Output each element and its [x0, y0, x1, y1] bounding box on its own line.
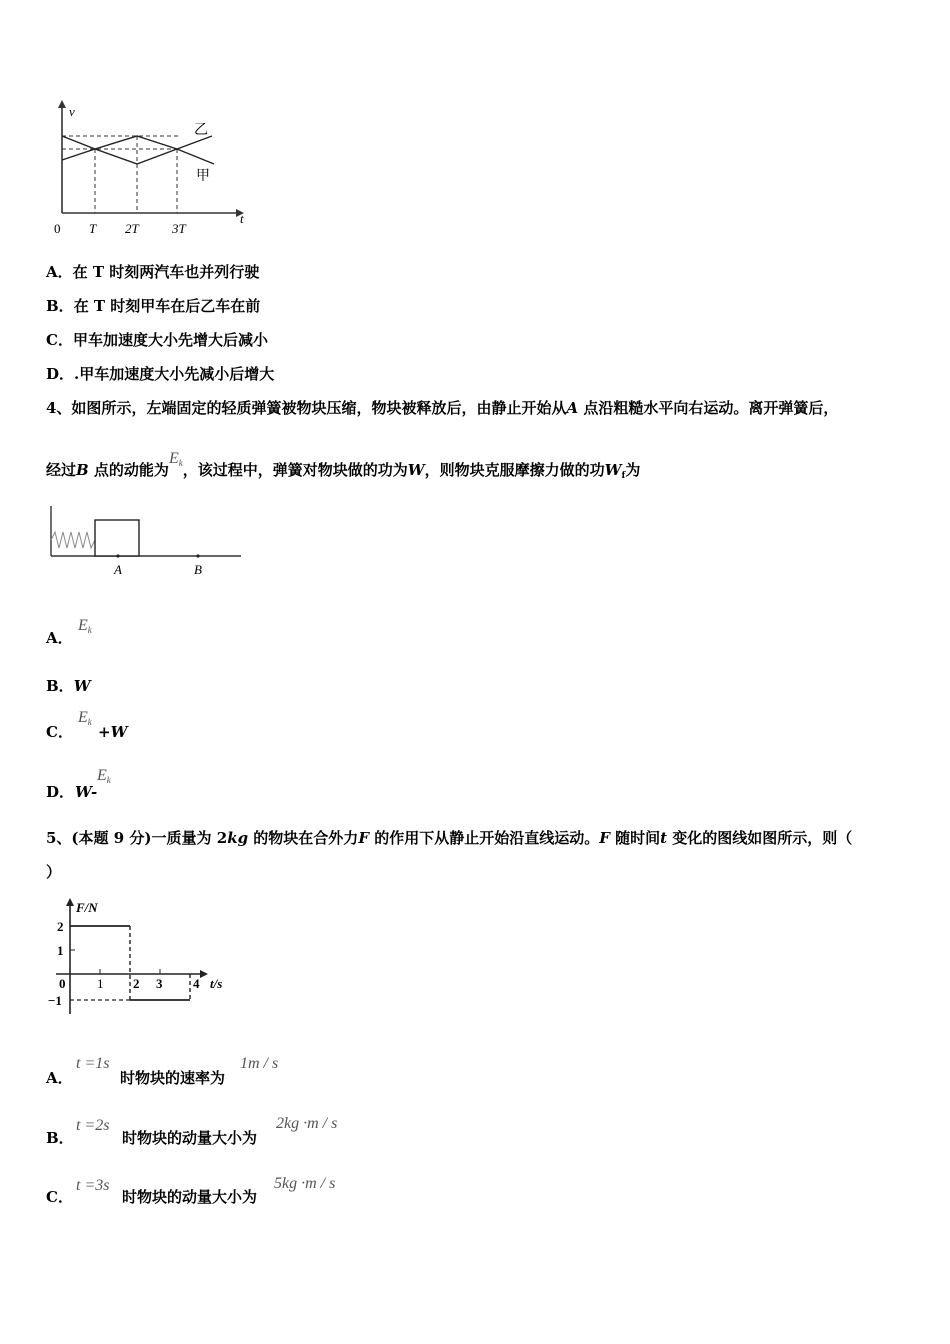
- q4-option-b-text: W: [73, 677, 91, 695]
- tick-0: 0: [54, 221, 61, 236]
- q5-text: 变化的图线如图所示，则（: [667, 829, 853, 847]
- q4-option-d-label: D．: [46, 783, 75, 801]
- q5-option-c-value: 5kg ·m / s: [274, 1175, 336, 1192]
- q4-var-wf-sub: f: [621, 471, 626, 481]
- q5-stem-line2: [46, 862, 61, 882]
- q3-option-c-label: C．: [46, 331, 73, 349]
- q5-option-b-text: 时物块的动量大小为: [122, 1129, 258, 1147]
- q4-stem-line2: [46, 452, 640, 488]
- q3-option-d-label: D．: [46, 365, 75, 383]
- q4-text: 4、如图所示，左端固定的轻质弹簧被物块压缩，物块被释放后，由静止开始从: [46, 399, 567, 417]
- q4-text: 经过: [46, 461, 77, 479]
- q4-text: ，该过程中，弹簧对物块做的功为: [182, 461, 408, 479]
- q4-option-c-ek: $E_k$: [78, 709, 92, 727]
- q5-option-c-label: C．: [46, 1188, 73, 1206]
- q4-var-b: B: [76, 461, 89, 479]
- x-tick-2: 2: [133, 976, 140, 991]
- q5-var-f: F: [599, 829, 610, 847]
- q4-text: 点沿粗糙水平向右运动。离开弹簧后，: [578, 399, 839, 417]
- y-tick-1: 1: [57, 943, 64, 958]
- y-tick-neg1: −1: [48, 993, 62, 1008]
- q5-option-a-math: t =1s: [76, 1055, 110, 1072]
- q5-var-t: t: [660, 829, 668, 847]
- q3-option-c[interactable]: [46, 330, 268, 350]
- q3-option-d[interactable]: [46, 364, 274, 384]
- point-a-label: A: [114, 562, 122, 577]
- point-b-label: B: [194, 562, 202, 577]
- q4-text: 点的动能为: [88, 461, 169, 479]
- q4-var-w: W: [407, 461, 425, 479]
- point-b-dot: [196, 554, 199, 557]
- q3-option-d-text: .甲车加速度大小先减小后增大: [74, 365, 275, 383]
- axis-label-t: t: [240, 211, 244, 226]
- x-axis-label: t/s: [210, 976, 223, 991]
- q3-option-a-label: A．: [46, 263, 73, 281]
- q3-option-b-label: B．: [46, 297, 74, 315]
- q5-option-b-value: 2kg ·m / s: [276, 1115, 338, 1132]
- q5-text: 的作用下从静止开始沿直线运动。: [368, 829, 600, 847]
- q5-text: 的物块在合外力: [248, 829, 359, 847]
- tick-3T: 3T: [172, 221, 186, 236]
- force-time-graph: [46, 894, 236, 1018]
- x-tick-1: 1: [97, 976, 104, 991]
- q4-text: ，则物块克服摩擦力做的功: [424, 461, 605, 479]
- q5-option-a-text: 时物块的速率为: [120, 1069, 226, 1087]
- label-jia: 甲: [196, 169, 210, 184]
- point-a-dot: [116, 554, 119, 557]
- q5-option-c-text: 时物块的动量大小为: [122, 1188, 258, 1206]
- q3-option-a-text: 在 T 时刻两汽车也并列行驶: [72, 263, 260, 281]
- y-tick-2: 2: [57, 919, 64, 934]
- q5-text: 5、(本题 9 分)一质量为 2: [46, 829, 228, 847]
- q4-var-wf: W: [604, 461, 622, 479]
- q5-text: ）: [46, 863, 62, 881]
- q5-option-c-math: t =3s: [76, 1177, 110, 1194]
- x-tick-3: 3: [156, 976, 163, 991]
- spring-block-figure: [46, 502, 246, 582]
- q4-ek: $E_k$: [168, 450, 183, 468]
- q5-option-a-label: A．: [46, 1069, 73, 1087]
- t-axis-arrow-icon: [200, 970, 208, 978]
- q4-option-b-label: B．: [46, 677, 74, 695]
- q5-option-b-math: t =2s: [76, 1117, 110, 1134]
- q5-option-b-label: B．: [46, 1129, 74, 1147]
- axis-label-v: v: [69, 104, 75, 119]
- x-tick-4: 4: [193, 976, 200, 991]
- q4-stem-line1: [46, 398, 838, 418]
- q4-option-c-label: C．: [46, 723, 73, 741]
- label-yi: 乙: [194, 123, 208, 138]
- q4-option-c-text: +W: [98, 723, 128, 741]
- q4-option-b[interactable]: [46, 676, 91, 696]
- q4-option-a-ek: $E_k$: [78, 617, 92, 635]
- q5-kg: kg: [227, 829, 249, 847]
- q3-option-b[interactable]: [46, 296, 260, 316]
- f-axis-arrow-icon: [66, 898, 74, 906]
- q3-option-b-text: 在 T 时刻甲车在后乙车在前: [73, 297, 261, 315]
- q5-option-a-value: 1m / s: [240, 1055, 279, 1072]
- q3-option-c-text: 甲车加速度大小先增大后减小: [72, 331, 268, 349]
- q3-option-a[interactable]: [46, 262, 259, 282]
- q4-var-a: A: [566, 399, 579, 417]
- q4-option-d-text: W-: [75, 783, 98, 801]
- q4-text: 为: [625, 461, 641, 479]
- block: [95, 520, 139, 556]
- q5-stem-line1: [46, 828, 852, 848]
- q5-var-f: F: [358, 829, 369, 847]
- tick-2T: 2T: [125, 221, 139, 236]
- y-axis-label: F/N: [76, 900, 98, 915]
- q4-option-d-ek: $E_k$: [97, 767, 111, 785]
- x-tick-0: 0: [59, 976, 66, 991]
- q5-text: 随时间: [609, 829, 661, 847]
- spring-icon: [51, 532, 95, 548]
- velocity-time-graph: [44, 98, 254, 243]
- v-axis-arrow-icon: [58, 100, 66, 108]
- q4-option-a-label: A．: [46, 629, 73, 647]
- line-yi: [62, 136, 214, 164]
- tick-T: T: [89, 221, 97, 236]
